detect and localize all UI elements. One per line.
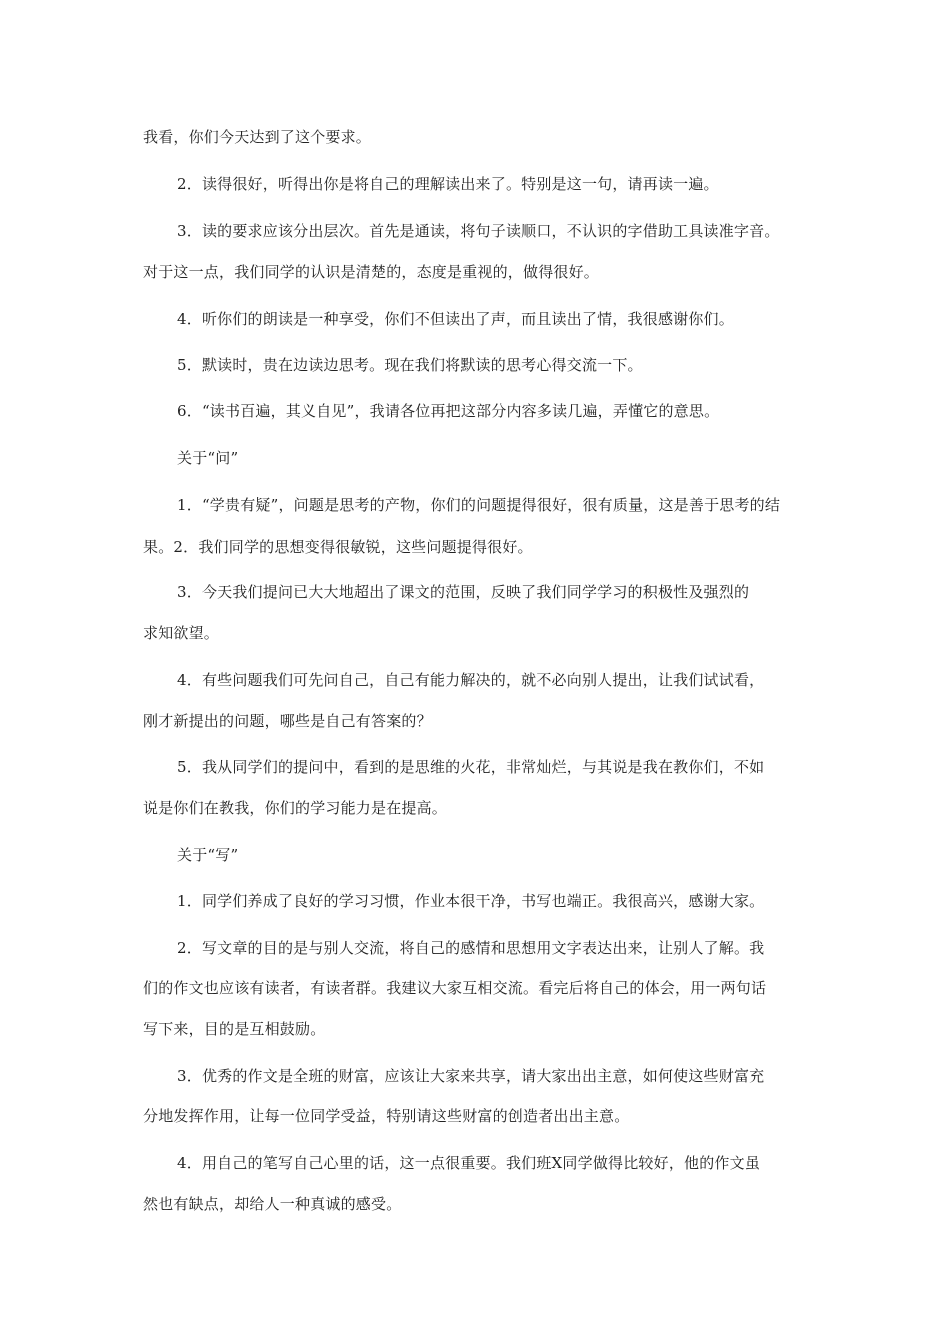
text-line: 2．读得很好，听得出你是将自己的理解读出来了。特别是这一句，请再读一遍。 xyxy=(177,175,719,193)
text-line: 求知欲望。 xyxy=(143,624,220,642)
text-line: 2．写文章的目的是与别人交流，将自己的感情和思想用文字表达出来，让别人了解。我 xyxy=(177,939,765,957)
text-line: 我看，你们今天达到了这个要求。 xyxy=(143,128,372,146)
text-line: 5．默读时，贵在边读边思考。现在我们将默读的思考心得交流一下。 xyxy=(177,356,643,374)
text-line: 对于这一点，我们同学的认识是清楚的，态度是重视的，做得很好。 xyxy=(143,263,600,281)
text-line: 写下来，目的是互相鼓励。 xyxy=(143,1020,326,1038)
text-line: 3．今天我们提问已大大地超出了课文的范围，反映了我们同学学习的积极性及强烈的 xyxy=(177,583,750,601)
section-heading: 关于“写” xyxy=(177,846,239,864)
text-line: 3．读的要求应该分出层次。首先是通读，将句子读顺口，不认识的字借助工具读准字音。 xyxy=(177,222,780,240)
text-line: 们的作文也应该有读者，有读者群。我建议大家互相交流。看完后将自己的体会，用一两句话 xyxy=(143,979,767,997)
text-line: 5．我从同学们的提问中，看到的是思维的火花，非常灿烂，与其说是我在教你们，不如 xyxy=(177,758,765,776)
section-heading: 关于“问” xyxy=(177,449,239,467)
text-line: 3．优秀的作文是全班的财富，应该让大家来共享，请大家出出主意，如何使这些财富充 xyxy=(177,1067,765,1085)
text-line: 然也有缺点，却给人一种真诚的感受。 xyxy=(143,1195,402,1213)
text-line: 1．同学们养成了良好的学习习惯，作业本很干净，书写也端正。我很高兴，感谢大家。 xyxy=(177,892,765,910)
text-line: 刚才新提出的问题，哪些是自己有答案的？ xyxy=(143,712,432,730)
text-line: 4．听你们的朗读是一种享受，你们不但读出了声，而且读出了情，我很感谢你们。 xyxy=(177,310,734,328)
text-line: 1．“学贵有疑”，问题是思考的产物，你们的问题提得很好，很有质量，这是善于思考的结 xyxy=(177,496,781,514)
text-line: 果。2．我们同学的思想变得很敏锐，这些问题提得很好。 xyxy=(143,538,533,556)
text-line: 分地发挥作用，让每一位同学受益，特别请这些财富的创造者出出主意。 xyxy=(143,1107,630,1125)
text-line: 6．“读书百遍，其义自见”，我请各位再把这部分内容多读几遍，弄懂它的意思。 xyxy=(177,402,720,420)
text-line: 说是你们在教我，你们的学习能力是在提高。 xyxy=(143,799,448,817)
text-line: 4．用自己的笔写自己心里的话，这一点很重要。我们班X同学做得比较好，他的作文虽 xyxy=(177,1154,761,1172)
text-line: 4．有些问题我们可先问自己，自己有能力解决的，就不必向别人提出，让我们试试看， xyxy=(177,671,765,689)
